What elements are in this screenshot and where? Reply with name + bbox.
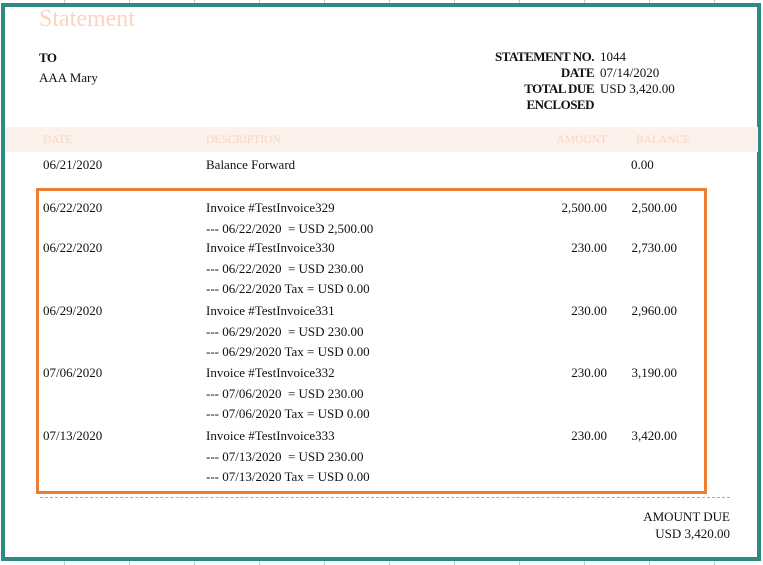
meta-label: STATEMENT NO. <box>495 49 594 64</box>
header-description: DESCRIPTION <box>206 134 281 146</box>
entry-date: 06/22/2020 <box>43 200 103 215</box>
divider <box>40 497 730 498</box>
meta-value: 1044 <box>600 49 626 64</box>
page-title: Statement <box>39 6 135 32</box>
entry-description: Invoice #TestInvoice331 <box>206 303 335 318</box>
entry-detail: --- 07/13/2020 Tax = USD 0.00 <box>206 469 370 485</box>
entry-amount: 2,500.00 <box>561 200 607 215</box>
amount-due-value: USD 3,420.00 <box>655 526 730 541</box>
balance-forward-description: Balance Forward <box>206 157 296 172</box>
header-amount: AMOUNT <box>556 134 607 146</box>
entry-description: Invoice #TestInvoice329 <box>206 200 335 215</box>
entry-balance: 2,500.00 <box>631 200 677 215</box>
entry-balance: 2,960.00 <box>631 303 677 318</box>
entry-description: Invoice #TestInvoice332 <box>206 365 335 380</box>
entry-amount: 230.00 <box>571 303 607 318</box>
entry-balance: 2,730.00 <box>631 240 677 255</box>
header-date: DATE <box>43 134 73 146</box>
entry-balance: 3,420.00 <box>631 428 677 443</box>
balance-forward-date: 06/21/2020 <box>43 157 103 172</box>
amount-due-label: AMOUNT DUE <box>643 509 730 524</box>
balance-forward-balance: 0.00 <box>631 157 654 172</box>
entry-balance: 3,190.00 <box>631 365 677 380</box>
meta-label: TOTAL DUE <box>524 81 594 96</box>
entry-detail: --- 06/29/2020 Tax = USD 0.00 <box>206 344 370 360</box>
to-label: TO <box>39 50 57 65</box>
entry-detail: --- 06/29/2020 = USD 230.00 <box>206 323 364 339</box>
meta-label: ENCLOSED <box>526 97 594 112</box>
entry-detail: --- 07/06/2020 = USD 230.00 <box>206 385 364 401</box>
meta-value: USD 3,420.00 <box>600 81 675 96</box>
entry-detail: --- 07/06/2020 Tax = USD 0.00 <box>206 406 370 422</box>
meta-value: 07/14/2020 <box>600 65 660 80</box>
entry-date: 07/13/2020 <box>43 428 103 443</box>
entry-detail: --- 06/22/2020 = USD 230.00 <box>206 260 364 276</box>
entry-date: 07/06/2020 <box>43 365 103 380</box>
meta-label: DATE <box>560 65 594 80</box>
entry-amount: 230.00 <box>571 365 607 380</box>
header-balance: BALANCE <box>636 134 691 146</box>
entry-detail: --- 07/13/2020 = USD 230.00 <box>206 448 364 464</box>
entry-amount: 230.00 <box>571 428 607 443</box>
entry-amount: 230.00 <box>571 240 607 255</box>
entry-date: 06/29/2020 <box>43 303 103 318</box>
customer-name: AAA Mary <box>39 70 98 85</box>
entry-description: Invoice #TestInvoice330 <box>206 240 335 255</box>
entry-detail: --- 06/22/2020 Tax = USD 0.00 <box>206 281 370 297</box>
entry-detail: --- 06/22/2020 = USD 2,500.00 <box>206 220 374 236</box>
entry-date: 06/22/2020 <box>43 240 103 255</box>
entry-description: Invoice #TestInvoice333 <box>206 428 335 443</box>
